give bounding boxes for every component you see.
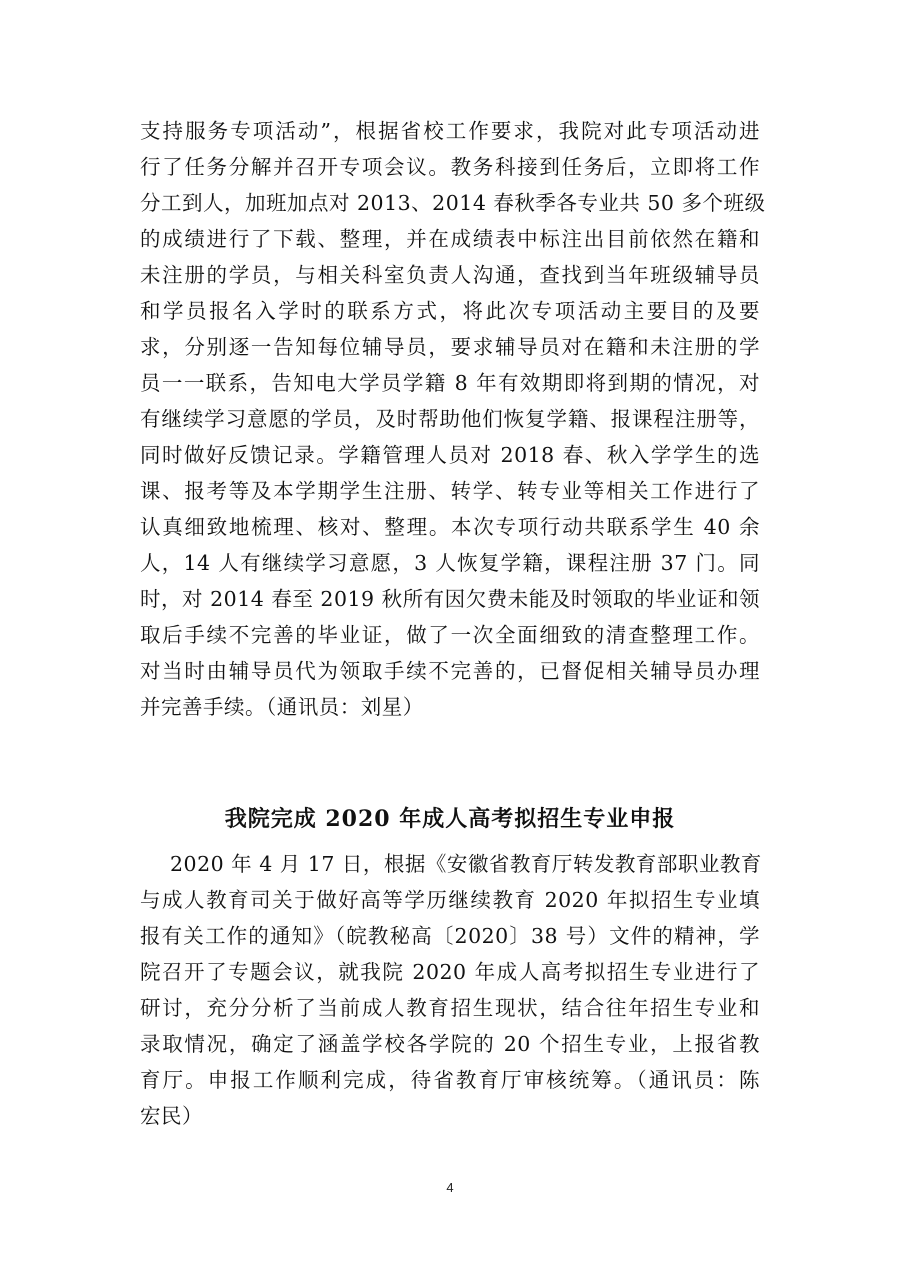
paragraph-line: 的成绩进行了下载、整理，并在成绩表中标注出目前依然在籍和 [140, 227, 760, 251]
paragraph-line: 报有关工作的通知》（皖教秘高〔2020〕38 号）文件的精神，学 [140, 924, 760, 948]
paragraph-line: 对当时由辅导员代为领取手续不完善的，已督促相关辅导员办理 [140, 659, 760, 683]
paragraph-line: 有继续学习意愿的学员，及时帮助他们恢复学籍、报课程注册等， [140, 407, 760, 431]
paragraph-enrollment-declaration [140, 846, 760, 1134]
paragraph-line: 求，分别逐一告知每位辅导员，要求辅导员对在籍和未注册的学 [140, 335, 760, 359]
paragraph-line: 院召开了专题会议，就我院 2020 年成人高考拟招生专业进行了 [140, 960, 760, 984]
paragraph-line: 2020 年 4 月 17 日，根据《安徽省教育厅转发教育部职业教育 [170, 852, 762, 876]
paragraph-line: 同时做好反馈记录。学籍管理人员对 2018 春、秋入学学生的选 [140, 443, 760, 467]
paragraph-line: 支持服务专项活动”，根据省校工作要求，我院对此专项活动进 [140, 119, 760, 143]
paragraph-line: 行了任务分解并召开专项会议。教务科接到任务后，立即将工作 [140, 155, 760, 179]
paragraph-line: 与成人教育司关于做好高等学历继续教育 2020 年拟招生专业填 [140, 888, 760, 912]
paragraph-line: 认真细致地梳理、核对、整理。本次专项行动共联系学生 40 余 [140, 515, 760, 539]
paragraph-line: 录取情况，确定了涵盖学校各学院的 20 个招生专业，上报省教 [140, 1032, 760, 1056]
paragraph-line: 宏民） [140, 1104, 203, 1128]
paragraph-line: 分工到人，加班加点对 2013、2014 春秋季各专业共 50 多个班级 [140, 191, 766, 215]
paragraph-special-activity [140, 113, 766, 725]
paragraph-line: 未注册的学员，与相关科室负责人沟通，查找到当年班级辅导员 [140, 263, 760, 287]
paragraph-line: 员一一联系，告知电大学员学籍 8 年有效期即将到期的情况，对 [140, 371, 760, 395]
paragraph-line: 育厅。申报工作顺利完成，待省教育厅审核统筹。（通讯员：陈 [140, 1068, 760, 1092]
paragraph-line: 人，14 人有继续学习意愿，3 人恢复学籍，课程注册 37 门。同 [140, 551, 760, 575]
paragraph-line: 和学员报名入学时的联系方式，将此次专项活动主要目的及要 [140, 299, 760, 323]
paragraph-line: 研讨，充分分析了当前成人教育招生现状，结合往年招生专业和 [140, 996, 760, 1020]
paragraph-line: 并完善手续。（通讯员：刘星） [140, 695, 424, 719]
paragraph-line: 取后手续不完善的毕业证，做了一次全面细致的清查整理工作。 [140, 623, 760, 647]
paragraph-line: 课、报考等及本学期学生注册、转学、转专业等相关工作进行了 [140, 479, 760, 503]
paragraph-line: 时，对 2014 春至 2019 秋所有因欠费未能及时领取的毕业证和领 [140, 587, 760, 611]
page-number: 4 [446, 1180, 454, 1195]
article-heading: 我院完成 2020 年成人高考拟招生专业申报 [224, 806, 676, 832]
